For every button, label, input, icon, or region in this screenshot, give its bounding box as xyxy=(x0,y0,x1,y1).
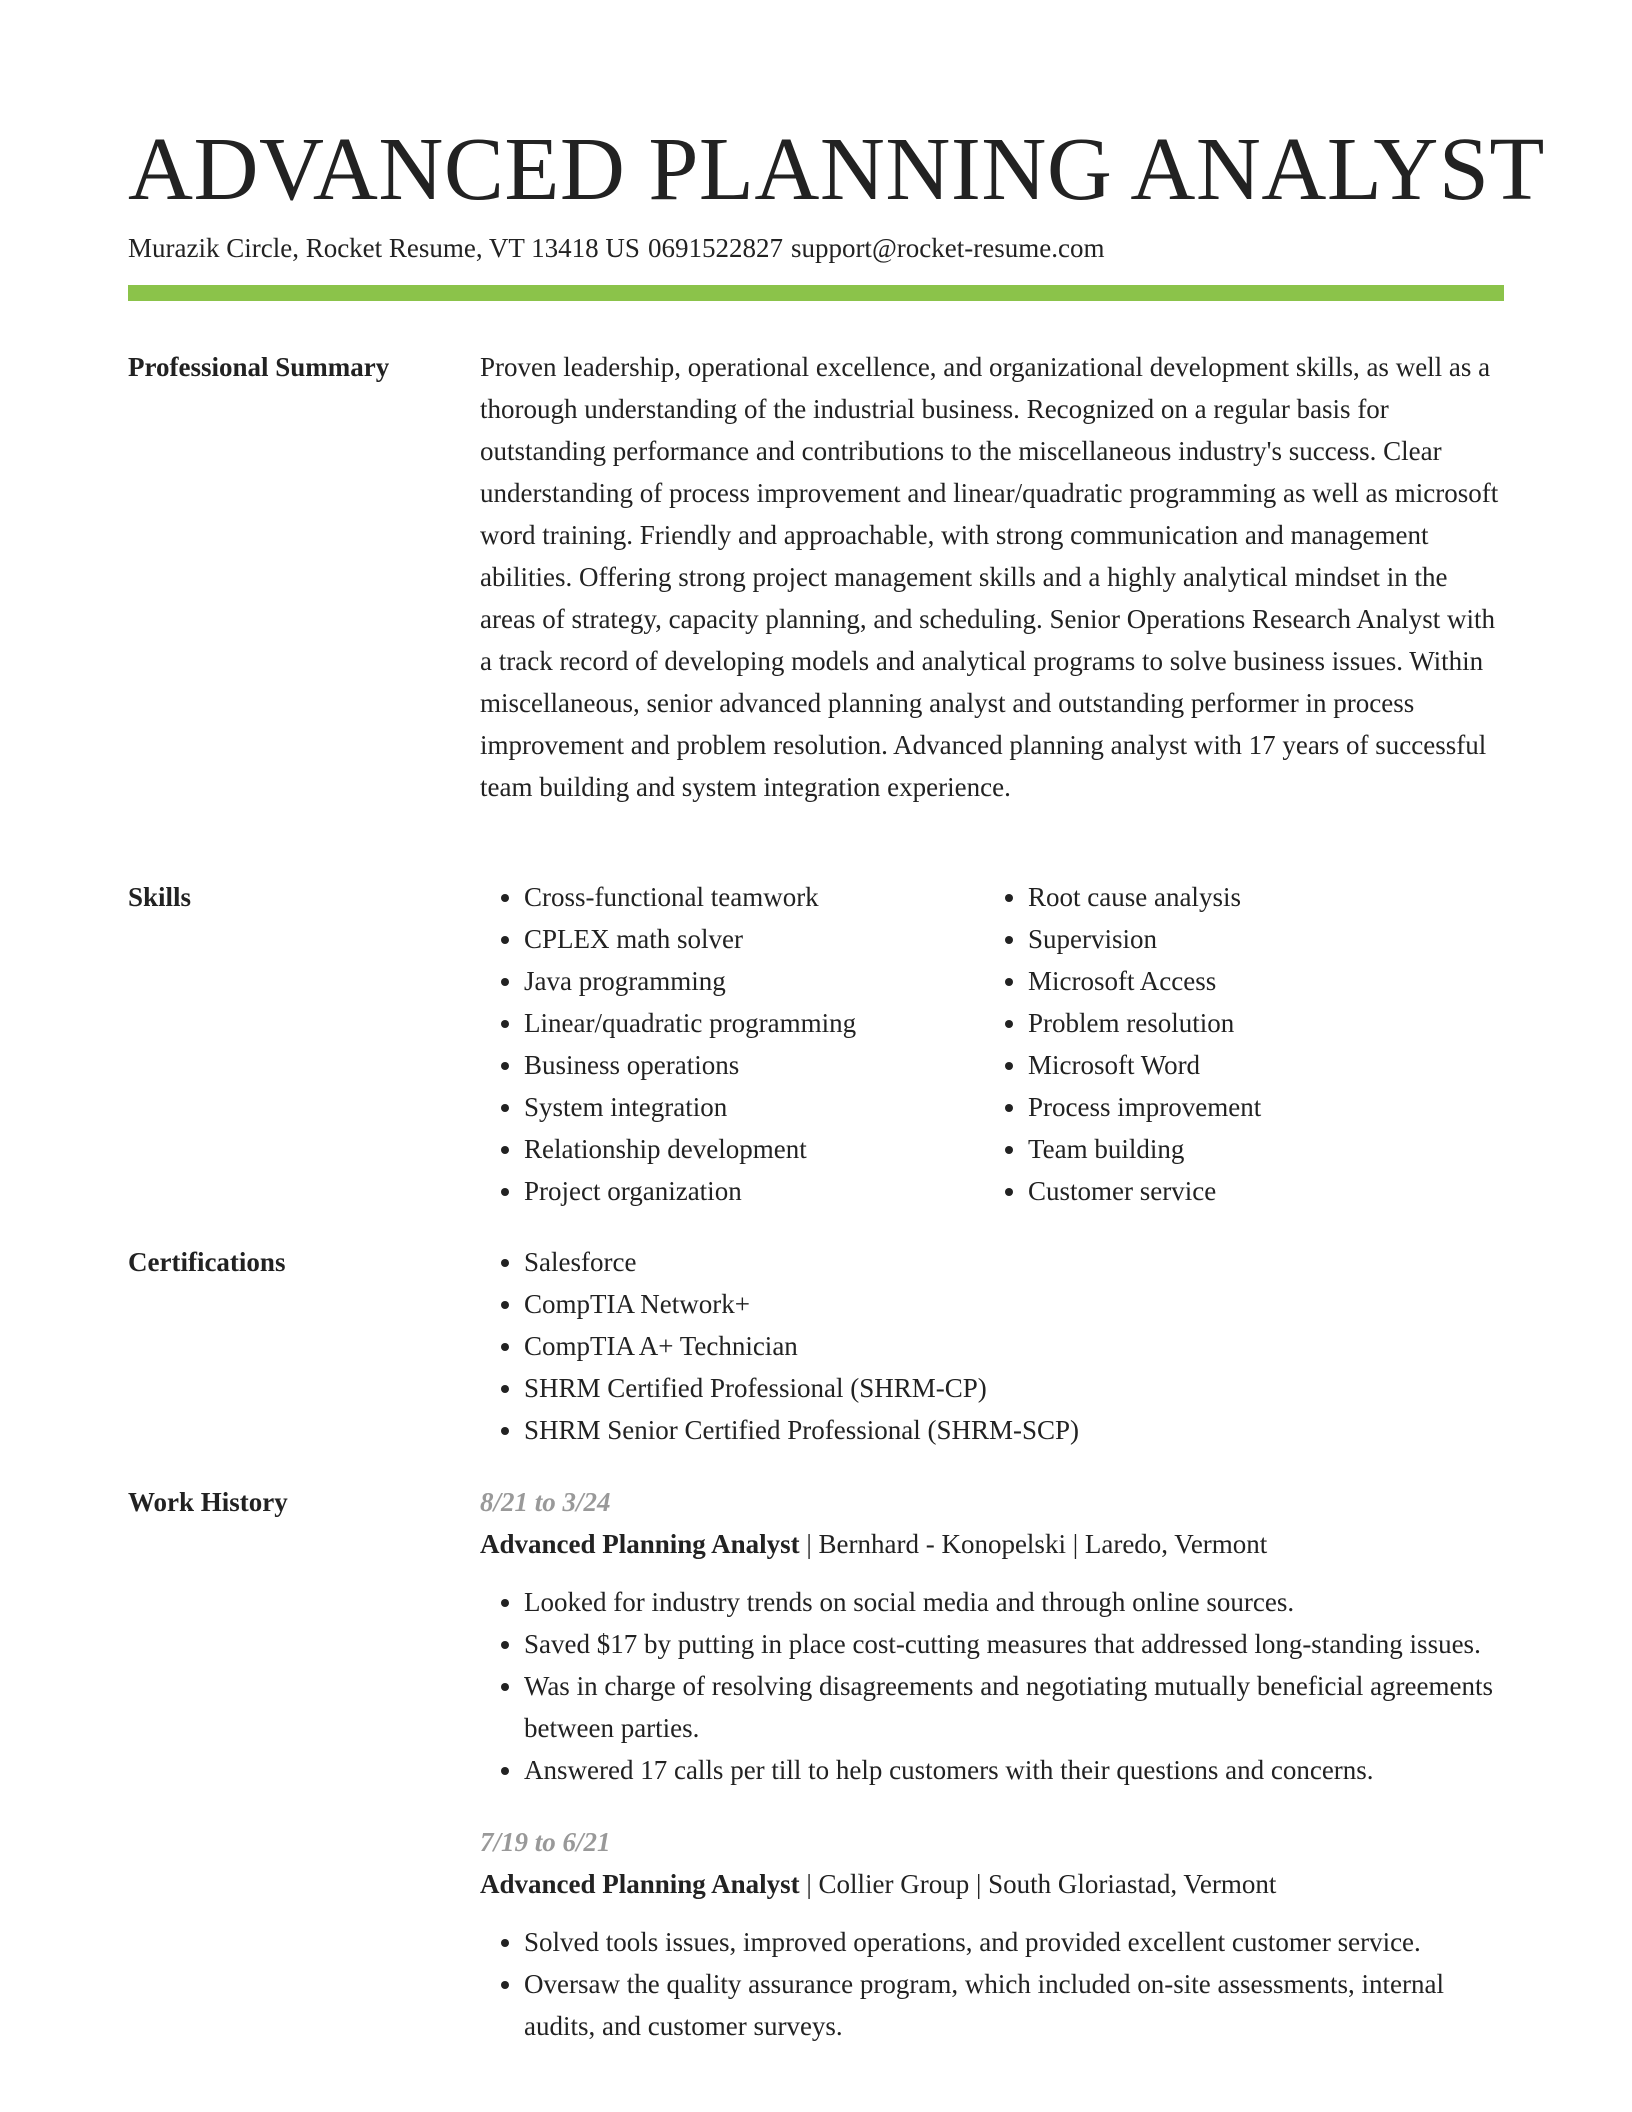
skill-item: • Supervision xyxy=(1028,918,1488,960)
summary-heading: Professional Summary xyxy=(128,352,390,382)
contact-email: support@rocket-resume.com xyxy=(790,233,1105,263)
certifications-body xyxy=(480,1241,1504,1451)
skill-item: • Linear/quadratic programming xyxy=(524,1002,984,1044)
job-details: | Bernhard - Konopelski | Laredo, Vermont xyxy=(799,1529,1268,1559)
skill-item: • Java programming xyxy=(524,960,984,1002)
summary-body xyxy=(480,346,1504,808)
job-dates: 7/19 to 6/21 xyxy=(480,1827,611,1857)
job-bullet: • Was in charge of resolving disagreements and negotiating mutually beneficial agreements between parties. xyxy=(524,1665,1504,1749)
work-history-heading: Work History xyxy=(128,1487,288,1517)
skills-heading: Skills xyxy=(128,882,192,912)
page-title: ADVANCED PLANNING ANALYST xyxy=(128,120,1545,219)
header-divider xyxy=(128,285,1504,301)
skills-column-right xyxy=(984,876,1488,1212)
certification-item: • SHRM Certified Professional (SHRM-CP) xyxy=(524,1367,1504,1409)
work-history-body xyxy=(480,1481,1504,2077)
skills-column-left xyxy=(480,876,984,1212)
job-entry xyxy=(480,1481,1504,1791)
certification-item: • CompTIA Network+ xyxy=(524,1283,1504,1325)
certification-item: • CompTIA A+ Technician xyxy=(524,1325,1504,1367)
job-bullet: • Looked for industry trends on social media and through online sources. xyxy=(524,1581,1504,1623)
skill-item: • Root cause analysis xyxy=(1028,876,1488,918)
skill-item: • Microsoft Word xyxy=(1028,1044,1488,1086)
summary-text: Proven leadership, operational excellence, and organizational development skills, as well as a thorough understanding of the industrial business. Recognized on a regular basis for outstanding performance and contributions to the miscellaneous industry's success. Clear understanding of process improvement and linear/quadratic programming as well as microsoft word training. Friendly and approachable, with strong communication and management abilities. Offering strong project management skills and a highly analytical mindset in the areas of strategy, capacity planning, and scheduling. Senior Operations Research Analyst with a track record of developing models and analytical programs to solve business issues. Within miscellaneous, senior advanced planning analyst and outstanding performer in process improvement and problem resolution. Advanced planning analyst with 17 years of successful team building and system integration experience. xyxy=(480,352,1499,802)
job-title: Advanced Planning Analyst xyxy=(480,1529,800,1559)
skill-item: • CPLEX math solver xyxy=(524,918,984,960)
skill-item: • Microsoft Access xyxy=(1028,960,1488,1002)
skills-body xyxy=(480,876,1504,1212)
skill-item: • System integration xyxy=(524,1086,984,1128)
skill-item: • Process improvement xyxy=(1028,1086,1488,1128)
skill-item: • Project organization xyxy=(524,1170,984,1212)
job-title-line xyxy=(480,1523,1504,1565)
contact-address: Murazik Circle, Rocket Resume, VT 13418 US xyxy=(128,233,640,263)
job-details: | Collier Group | South Gloriastad, Vermont xyxy=(799,1869,1277,1899)
certification-item: • Salesforce xyxy=(524,1241,1504,1283)
skill-item: • Customer service xyxy=(1028,1170,1488,1212)
job-bullet: • Saved $17 by putting in place cost-cutting measures that addressed long-standing issues. xyxy=(524,1623,1504,1665)
skill-item: • Business operations xyxy=(524,1044,984,1086)
job-bullet: • Oversaw the quality assurance program, which included on-site assessments, internal audits, and customer surveys. xyxy=(524,1963,1504,2047)
job-title: Advanced Planning Analyst xyxy=(480,1869,800,1899)
job-dates: 8/21 to 3/24 xyxy=(480,1487,611,1517)
job-entry xyxy=(480,1821,1504,2047)
job-title-line xyxy=(480,1863,1504,1905)
skill-item: • Problem resolution xyxy=(1028,1002,1488,1044)
skill-item: • Relationship development xyxy=(524,1128,984,1170)
contact-line xyxy=(128,230,1112,266)
certification-item: • SHRM Senior Certified Professional (SHRM-SCP) xyxy=(524,1409,1504,1451)
job-bullet: • Solved tools issues, improved operations, and provided excellent customer service. xyxy=(524,1921,1504,1963)
contact-phone: 0691522827 xyxy=(647,233,783,263)
skill-item: • Cross-functional teamwork xyxy=(524,876,984,918)
certifications-heading: Certifications xyxy=(128,1247,286,1277)
skill-item: • Team building xyxy=(1028,1128,1488,1170)
job-bullet: • Answered 17 calls per till to help customers with their questions and concerns. xyxy=(524,1749,1504,1791)
